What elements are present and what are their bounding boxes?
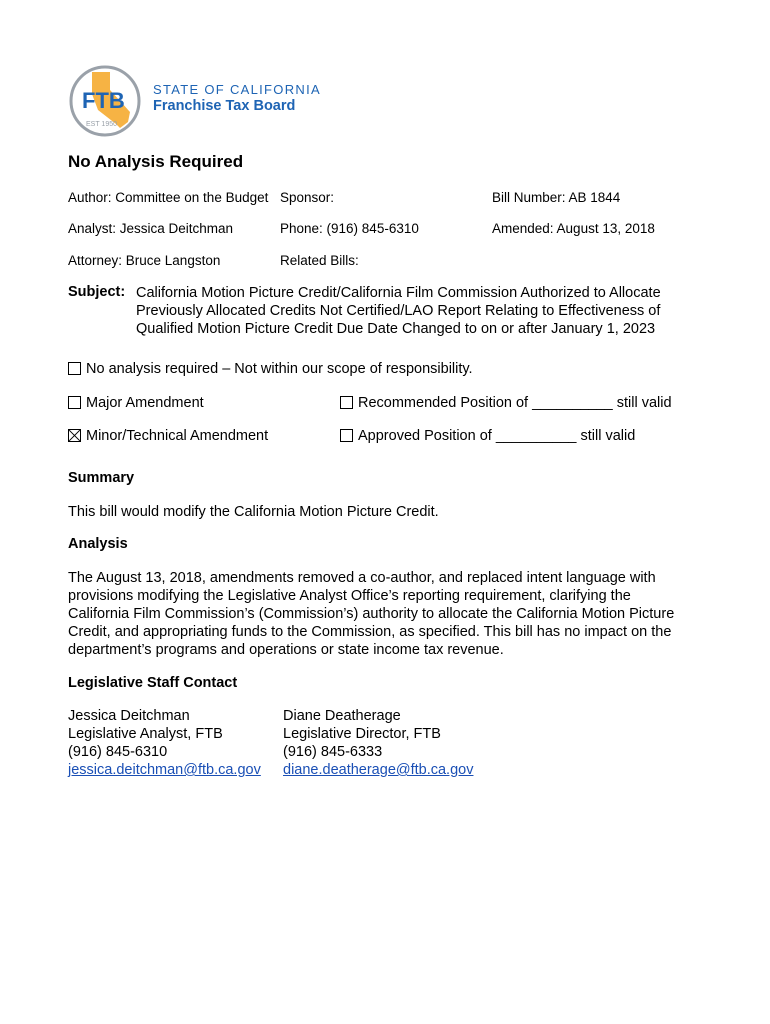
contact-title: Legislative Director, FTB (283, 726, 441, 742)
option-label: Recommended Position of __________ still valid (358, 395, 672, 411)
page-title: No Analysis Required (68, 152, 244, 171)
no-analysis-checkbox[interactable] (68, 362, 81, 375)
seal-est-text: EST 1950 (86, 121, 118, 128)
seal-ftb-text: FTB (82, 88, 125, 113)
analysis-line: Credit, and appropriating funds to the Commission, as specified. This bill has no impact on the (68, 624, 672, 640)
option-no-analysis[interactable] (68, 361, 473, 377)
summary-text: This bill would modify the California Motion Picture Credit. (68, 504, 439, 520)
analysis-line: California Film Commission’s (Commission’s) authority to allocate the California Motion Picture (68, 606, 675, 622)
contact-email-link[interactable]: jessica.deitchman@ftb.ca.gov (68, 762, 261, 778)
option-major-amendment[interactable] (68, 395, 204, 411)
analysis-heading: Analysis (68, 536, 128, 552)
analysis-text (68, 569, 708, 659)
analysis-line: department’s programs and operations or state income tax revenue. (68, 642, 504, 658)
contact-name: Jessica Deitchman (68, 708, 190, 724)
ftb-seal-logo (68, 64, 142, 138)
agency-name: Franchise Tax Board (153, 98, 296, 114)
contact-title: Legislative Analyst, FTB (68, 726, 223, 742)
contact-phone: (916) 845-6310 (68, 744, 168, 760)
author-field: Author: Committee on the Budget (68, 190, 269, 205)
analyst-field: Analyst: Jessica Deitchman (68, 221, 234, 236)
amended-field: Amended: August 13, 2018 (492, 221, 655, 236)
major-amendment-checkbox[interactable] (68, 396, 81, 409)
phone-field: Phone: (916) 845-6310 (280, 221, 419, 236)
analysis-line: provisions modifying the Legislative Analyst Office’s reporting requirement, clarifying the (68, 588, 631, 604)
subject-line: Qualified Motion Picture Credit Due Date Changed to on or after January 1, 2023 (136, 321, 656, 337)
contact-name: Diane Deatherage (283, 708, 401, 724)
attorney-field: Attorney: Bruce Langston (68, 253, 221, 268)
contact-phone: (916) 845-6333 (283, 744, 383, 760)
option-recommended-position[interactable] (340, 395, 672, 411)
subject-line: Previously Allocated Credits Not Certified/LAO Report Relating to Effectiveness of (136, 303, 661, 319)
option-label: Minor/Technical Amendment (86, 428, 269, 444)
contacts-heading: Legislative Staff Contact (68, 675, 238, 691)
sponsor-field: Sponsor: (280, 190, 335, 205)
agency-state-line: STATE OF CALIFORNIA (153, 82, 321, 97)
contact-email-link[interactable]: diane.deatherage@ftb.ca.gov (283, 762, 474, 778)
option-label: No analysis required – Not within our scope of responsibility. (86, 361, 473, 377)
subject-line: California Motion Picture Credit/California Film Commission Authorized to Allocate (136, 285, 661, 301)
summary-heading: Summary (68, 470, 135, 486)
option-label: Approved Position of __________ still valid (358, 428, 636, 444)
option-minor-technical[interactable] (68, 428, 268, 444)
contact-card (68, 707, 261, 779)
subject-text (136, 284, 696, 338)
minor-technical-checkbox[interactable] (68, 429, 81, 442)
subject-label: Subject: (68, 284, 126, 300)
bill-number-field: Bill Number: AB 1844 (492, 190, 621, 205)
option-label: Major Amendment (86, 395, 204, 411)
contact-card (283, 707, 473, 779)
recommended-position-checkbox[interactable] (340, 396, 353, 409)
option-approved-position[interactable] (340, 428, 635, 444)
analysis-line: The August 13, 2018, amendments removed a co-author, and replaced intent language with (68, 570, 656, 586)
approved-position-checkbox[interactable] (340, 429, 353, 442)
related-bills-field: Related Bills: (280, 253, 359, 268)
